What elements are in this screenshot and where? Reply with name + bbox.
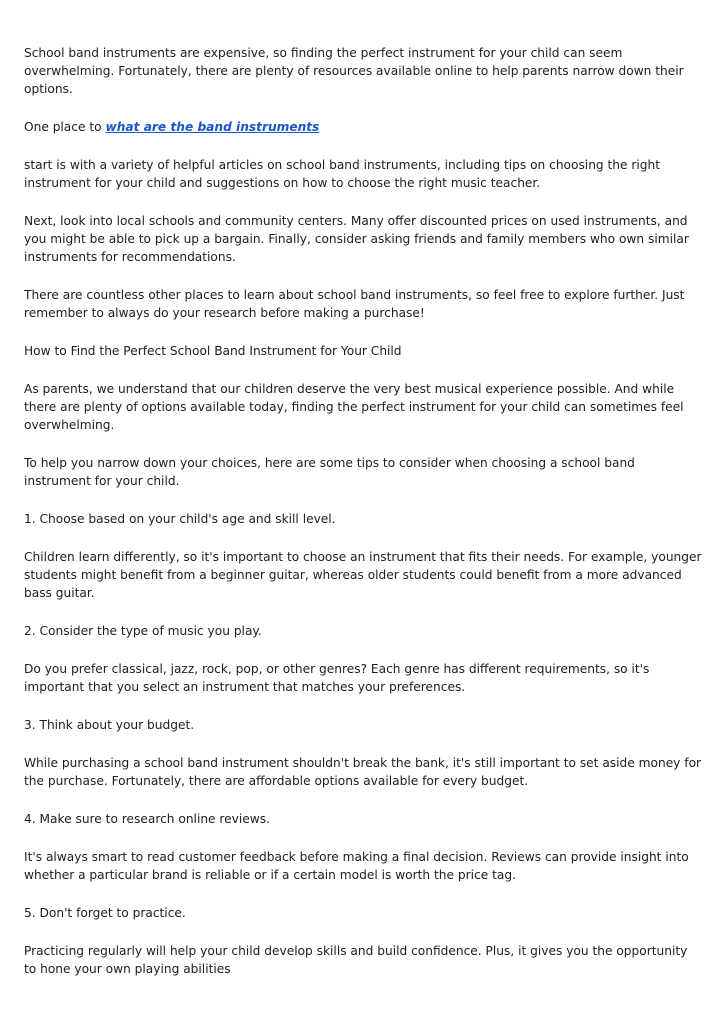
tip-3-title: 3. Think about your budget.: [24, 718, 195, 732]
link-prefix: One place to: [24, 120, 106, 134]
tip-1-text: Children learn differently, so it's important to choose an instrument that fits their needs. For example, younger students might benefit from a beginner guitar, whereas older students could benefit from a more advanced bass guitar.: [24, 550, 702, 600]
intro-paragraph-3: Next, look into local schools and community centers. Many offer discounted prices on used instruments, and you might be able to pick up a bargain. Finally, consider asking friends and family members who own similar instruments for recommendations.: [24, 214, 689, 264]
tip-5-text: Practicing regularly will help your child develop skills and build confidence. Plus, it gives you the opportunity to hone your own playing abilities: [24, 944, 688, 976]
body-paragraph-1: As parents, we understand that our children deserve the very best musical experience possible. And while there are plenty of options available today, finding the perfect instrument for your child can sometimes feel overwhelming.: [24, 382, 684, 432]
band-instruments-link[interactable]: what are the band instruments: [105, 120, 320, 134]
tip-2-text: Do you prefer classical, jazz, rock, pop, or other genres? Each genre has different requirements, so it's important that you select an instrument that matches your preferences.: [24, 662, 650, 694]
link-paragraph: [24, 118, 702, 136]
tip-1-title: 1. Choose based on your child's age and skill level.: [24, 512, 336, 526]
tip-4-title: 4. Make sure to research online reviews.: [24, 812, 270, 826]
section-heading: How to Find the Perfect School Band Instrument for Your Child: [24, 344, 402, 358]
intro-paragraph-4: There are countless other places to learn about school band instruments, so feel free to explore further. Just remember to always do your research before making a purchase!: [24, 288, 685, 320]
tip-4-text: It's always smart to read customer feedback before making a final decision. Reviews can provide insight into whether a particular brand is reliable or if a certain model is worth the price tag.: [24, 850, 689, 882]
intro-paragraph-2: start is with a variety of helpful articles on school band instruments, including tips on choosing the right instrument for your child and suggestions on how to choose the right music teacher.: [24, 158, 661, 190]
body-paragraph-2: To help you narrow down your choices, here are some tips to consider when choosing a school band instrument for your child.: [24, 456, 635, 488]
intro-paragraph-1: School band instruments are expensive, so finding the perfect instrument for your child can seem overwhelming. Fortunately, there are plenty of resources available online to help parents narrow down their options.: [24, 46, 684, 96]
tip-3-text: While purchasing a school band instrument shouldn't break the bank, it's still important to set aside money for the purchase. Fortunately, there are affordable options available for every budget.: [24, 756, 702, 788]
tip-2-title: 2. Consider the type of music you play.: [24, 624, 262, 638]
tip-5-title: 5. Don't forget to practice.: [24, 906, 186, 920]
